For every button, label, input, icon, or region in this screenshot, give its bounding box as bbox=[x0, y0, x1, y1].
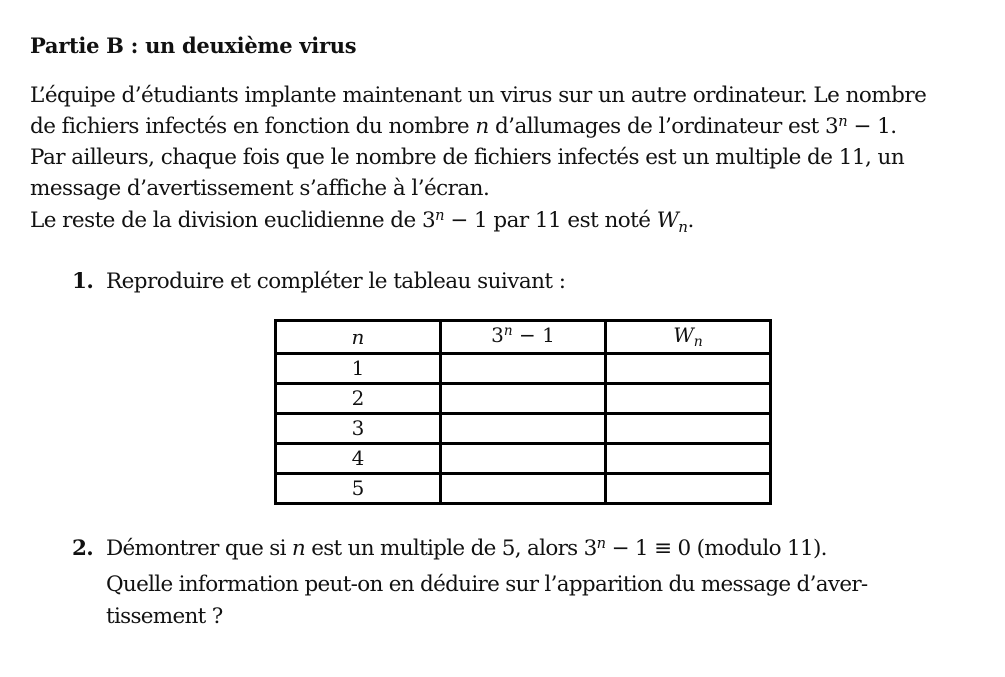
cell-value bbox=[441, 414, 606, 444]
cell-remainder bbox=[606, 414, 771, 444]
question-2-line-3: tissement ? bbox=[106, 604, 223, 629]
header-power-exp: n bbox=[503, 323, 513, 340]
question-text: Reproduire et compléter le tableau suivant : bbox=[106, 269, 566, 294]
cell-remainder bbox=[606, 474, 771, 504]
cell-remainder bbox=[606, 384, 771, 414]
text: est un multiple de 5, alors 3 bbox=[305, 536, 597, 561]
header-w-sub: n bbox=[693, 334, 703, 351]
question-number: 2. bbox=[72, 536, 94, 561]
cell-n: 4 bbox=[276, 444, 441, 474]
header-remainder bbox=[606, 321, 771, 354]
header-w: W bbox=[673, 323, 694, 347]
header-power-base: 3 bbox=[491, 323, 504, 347]
table-row bbox=[276, 384, 771, 414]
text: d’allumages de l’ordinateur est 3 bbox=[488, 114, 839, 139]
exponent-n: n bbox=[435, 206, 444, 224]
cell-n: 3 bbox=[276, 414, 441, 444]
text: de fichiers infectés en fonction du nombre bbox=[30, 114, 476, 139]
question-2-line-2: Quelle information peut-on en déduire sur l’apparition du message d’aver- bbox=[106, 572, 868, 597]
header-power bbox=[441, 321, 606, 354]
intro-line-2 bbox=[30, 111, 897, 144]
variable-n: n bbox=[291, 536, 306, 561]
table-row bbox=[276, 474, 771, 504]
cell-n: 2 bbox=[276, 384, 441, 414]
header-n bbox=[276, 321, 441, 354]
variable-w: W bbox=[656, 208, 679, 233]
intro-line-5 bbox=[30, 205, 694, 238]
text: − 1 par 11 est noté bbox=[443, 208, 657, 233]
cell-n: 1 bbox=[276, 354, 441, 384]
cell-value bbox=[441, 474, 606, 504]
cell-value bbox=[441, 354, 606, 384]
table-row bbox=[276, 354, 771, 384]
question-number: 1. bbox=[72, 269, 94, 294]
section-title: Partie B : un deuxième virus bbox=[30, 33, 357, 58]
table-row bbox=[276, 444, 771, 474]
intro-line-3: Par ailleurs, chaque fois que le nombre de fichiers infectés est un multiple de 11, un bbox=[30, 145, 905, 170]
intro-line-4: message d’avertissement s’affiche à l’écran. bbox=[30, 176, 490, 201]
text: Démontrer que si bbox=[106, 536, 292, 561]
text: − 1. bbox=[847, 114, 897, 139]
values-table bbox=[274, 319, 772, 505]
text: − 1 ≡ 0 (modulo 11). bbox=[605, 536, 827, 561]
cell-n: 5 bbox=[276, 474, 441, 504]
table-header-row bbox=[276, 321, 771, 354]
table-row bbox=[276, 414, 771, 444]
exponent-n: n bbox=[838, 112, 848, 130]
text: . bbox=[687, 208, 694, 233]
header-power-rest: − 1 bbox=[512, 323, 555, 347]
cell-remainder bbox=[606, 444, 771, 474]
cell-value bbox=[441, 384, 606, 414]
variable-n: n bbox=[475, 114, 489, 139]
cell-value bbox=[441, 444, 606, 474]
question-1 bbox=[72, 269, 565, 294]
header-n-label: n bbox=[351, 324, 365, 349]
exponent-n: n bbox=[596, 534, 606, 552]
subscript-n: n bbox=[678, 217, 688, 236]
intro-line-1: L’équipe d’étudiants implante maintenant un virus sur un autre ordinateur. Le nombre bbox=[30, 83, 927, 108]
question-2 bbox=[72, 536, 827, 561]
text: Le reste de la division euclidienne de 3 bbox=[30, 208, 436, 233]
cell-remainder bbox=[606, 354, 771, 384]
